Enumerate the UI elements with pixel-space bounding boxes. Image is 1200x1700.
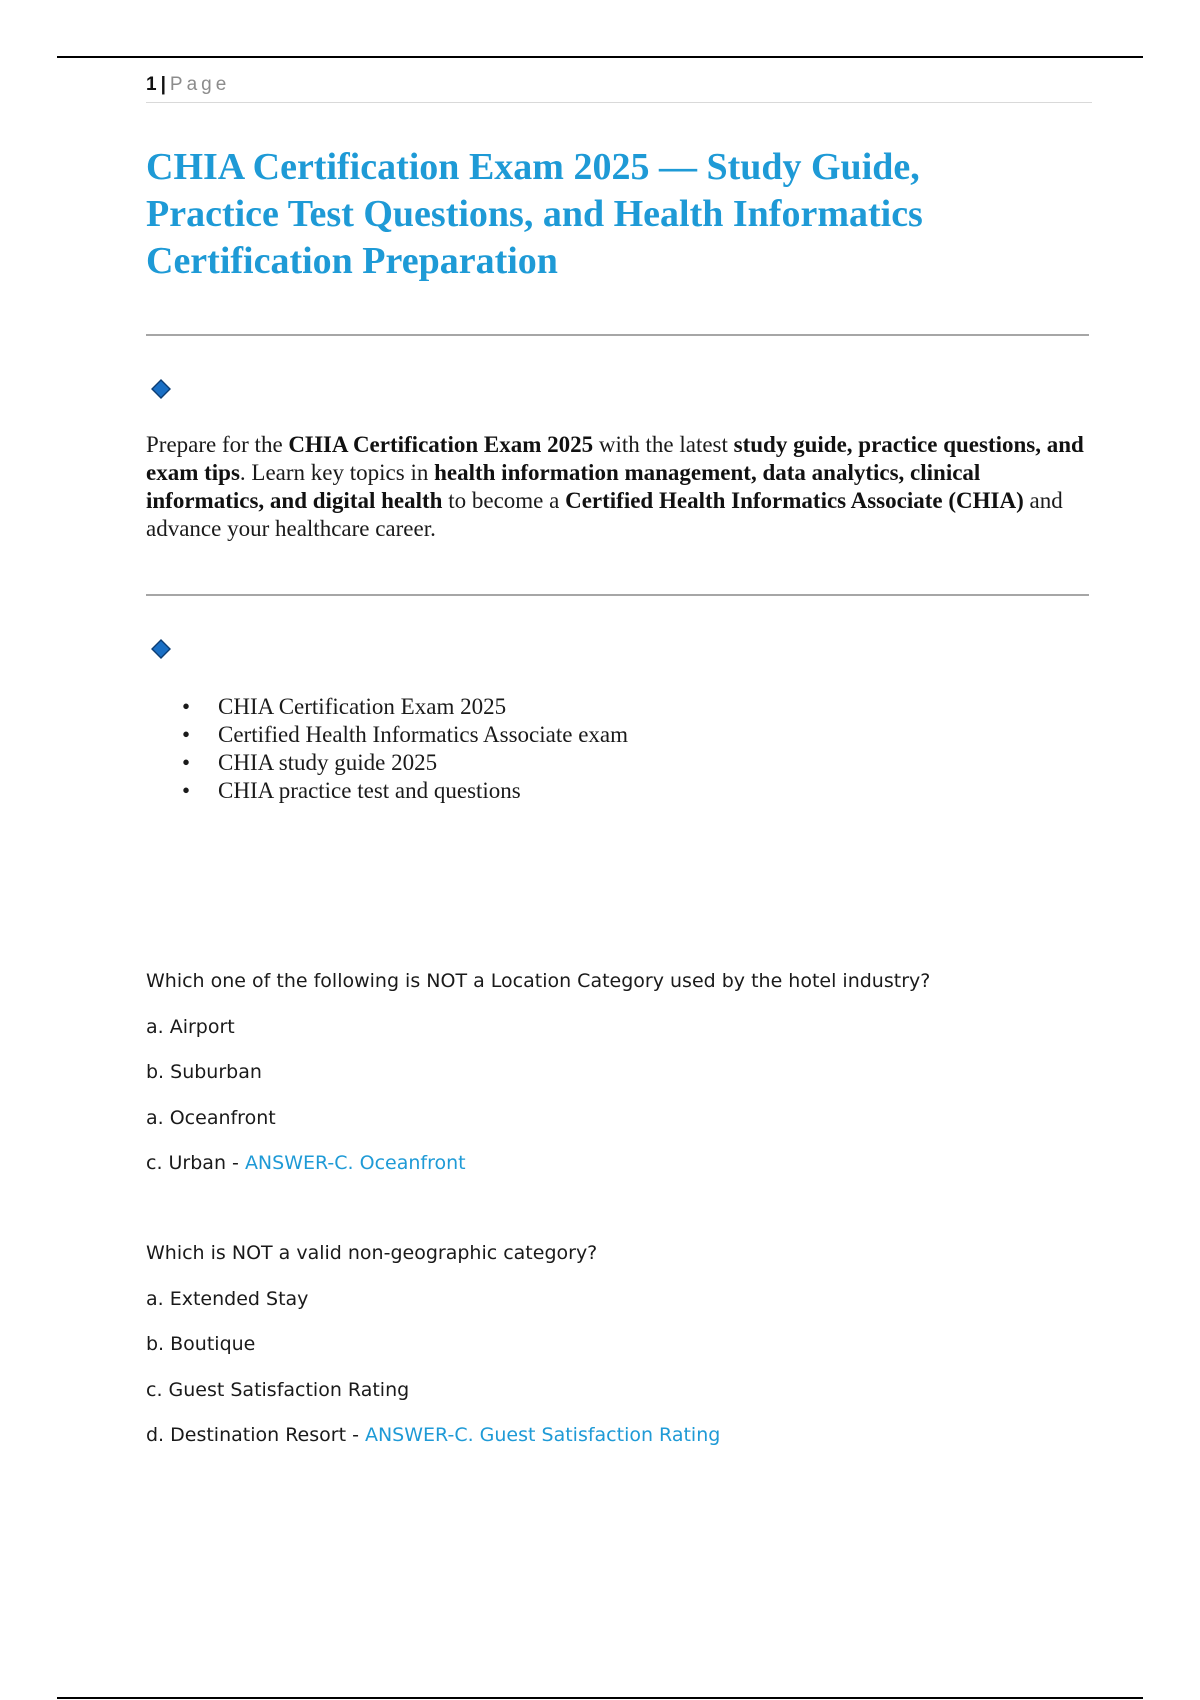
intro-text: with the latest (593, 432, 734, 457)
intro-text: . Learn key topics in (239, 460, 435, 485)
diamond-bullet-icon (151, 379, 171, 399)
keyword-list (146, 693, 628, 805)
intro-bold-text: CHIA Certification Exam 2025 (288, 432, 594, 457)
answer-separator: - (346, 1424, 365, 1446)
intro-text: to become a (442, 488, 566, 513)
option: d. Destination Resort (146, 1424, 347, 1446)
question-text: Which is NOT a valid non-geographic category? (146, 1242, 598, 1264)
document-title: CHIA Certification Exam 2025 — Study Guide, Practice Test Questions, and Health Informatics Certification Preparation (146, 146, 923, 282)
option: b. Boutique (146, 1333, 256, 1355)
bottom-rule (57, 1697, 1143, 1699)
answer-text: ANSWER-C. Oceanfront (244, 1152, 466, 1174)
top-rule (57, 56, 1143, 58)
list-item: • Certified Health Informatics Associate exam (182, 722, 629, 747)
bullet-icon: • (182, 750, 191, 775)
option: c. Urban (146, 1152, 226, 1174)
answer-separator: - (226, 1152, 245, 1174)
intro-paragraph (146, 431, 1096, 543)
option: a. Airport (146, 1016, 235, 1038)
bullet-icon: • (182, 722, 191, 747)
option: b. Suburban (146, 1061, 262, 1083)
page-header (146, 74, 1092, 103)
option-with-answer (146, 1424, 720, 1446)
intro-bold-text: Certified Health Informatics Associate (CHIA) (565, 488, 1024, 513)
intro-text: and advance your healthcare career. (146, 488, 1063, 541)
option-with-answer (146, 1152, 466, 1174)
list-item: • CHIA practice test and questions (182, 778, 521, 803)
bullet-icon: • (182, 694, 191, 719)
option: c. Guest Satisfaction Rating (146, 1379, 410, 1401)
intro-bold-text: health information management, data analytics, clinical informatics, and digital health (146, 460, 981, 513)
option: a. Extended Stay (146, 1288, 309, 1310)
page-label: Page (169, 74, 231, 95)
section-divider (146, 334, 1089, 336)
question-text: Which one of the following is NOT a Location Category used by the hotel industry? (146, 970, 931, 992)
intro-text: Prepare for the (146, 432, 289, 457)
page-number: 1 (146, 74, 157, 95)
intro-bold-text: study guide, practice questions, and exam tips (146, 432, 1084, 485)
bullet-icon: • (182, 778, 191, 803)
list-item: • CHIA Certification Exam 2025 (182, 694, 507, 719)
page-separator: | (160, 74, 166, 95)
answer-text: ANSWER-C. Guest Satisfaction Rating (364, 1424, 721, 1446)
section-divider (146, 594, 1089, 596)
diamond-bullet-icon (151, 639, 171, 659)
list-item: • CHIA study guide 2025 (182, 750, 438, 775)
option: a. Oceanfront (146, 1107, 276, 1129)
